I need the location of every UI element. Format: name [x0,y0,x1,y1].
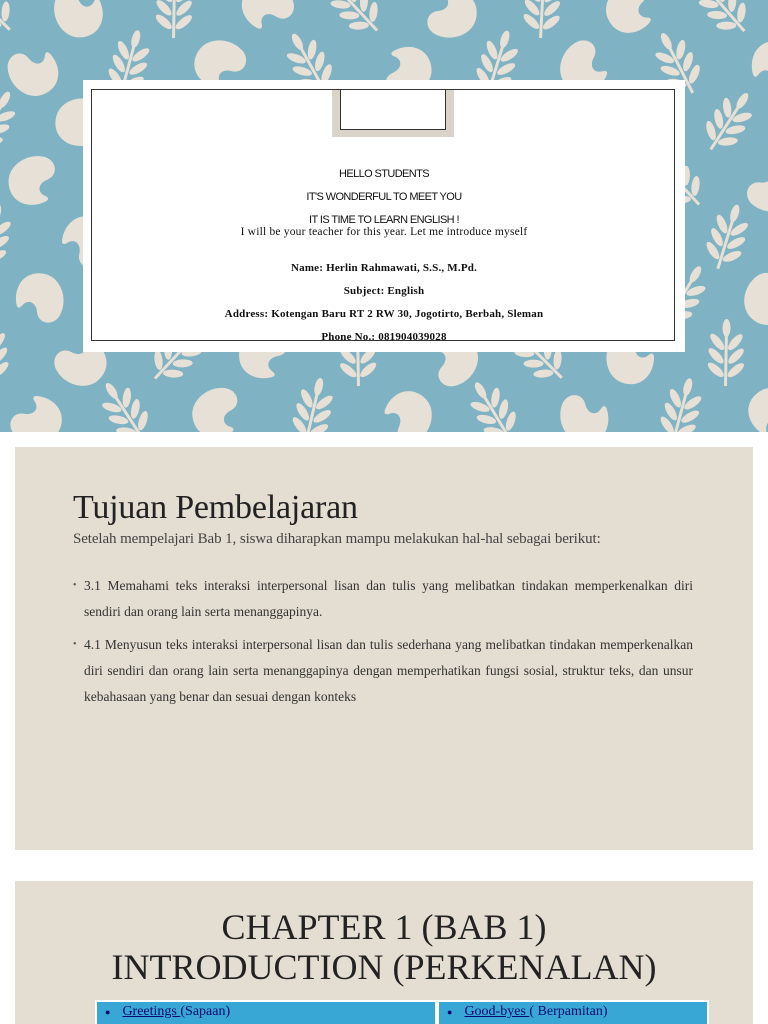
paisley-motif [556,388,614,432]
leaf-motif [653,373,709,432]
paisley-motif [48,0,109,44]
leaf-motif [694,82,764,160]
greeting-line-2: IT'S WONDERFUL TO MEET YOU [306,191,462,203]
bullet-icon: ● [105,1007,111,1017]
paisley-motif [425,0,479,40]
paisley-motif [8,392,66,432]
leaf-motif [286,373,340,432]
leaf-motif [0,82,27,160]
chapter-slide [15,881,753,1024]
teacher-address: Address: Kotengan Baru RT 2 RW 30, Jogotirto, Berbah, Sleman [224,308,544,320]
chapter-title [15,907,753,987]
intro-slide [0,0,768,432]
leaf-motif [90,372,160,432]
paisley-motif [745,161,768,214]
leaf-motif [0,199,18,273]
paisley-motif [736,267,768,332]
objective-item-2 [73,632,693,710]
objectives-subtitle: Setelah mempelajari Bab 1, siswa diharapkan mampu melakukan hal-hal sebagai berikut: [73,531,601,547]
title-tab [340,90,446,130]
bullet-icon: ● [447,1007,453,1017]
leaf-motif [698,199,756,275]
greeting-line-1: HELLO STUDENTS [338,168,429,180]
leaf-motif [705,319,747,387]
leaf-motif [520,0,564,39]
leaf-motif [153,0,195,38]
objective-item-1 [73,573,693,625]
paisley-motif [748,38,768,95]
leaf-motif [0,0,24,44]
greetings-translation: (Sapaan) [180,1004,231,1019]
greeting-line-3: IT IS TIME TO LEARN ENGLISH ! [309,214,459,226]
good-byes-link[interactable]: Good-byes [464,1004,530,1019]
paisley-motif [739,378,768,432]
intro-card [83,80,685,352]
teacher-phone: Phone No.: 081904039028 [321,331,447,343]
chapter-title-line-1: CHAPTER 1 (BAB 1) [221,907,547,947]
paisley-motif [233,0,301,40]
intro-sentence: I will be your teacher for this year. Let me introduce myself [240,226,528,238]
learning-objectives-slide [15,447,753,850]
paisley-motif [1,150,65,212]
good-byes-translation: ( Berpamitan) [529,1004,608,1019]
greetings-link[interactable]: Greetings [122,1004,181,1019]
paisley-motif [596,0,665,43]
leaf-motif [459,372,528,432]
objective-text-2: 4.1 Menyusun teks interaksi interpersonal lisan dan tulis sederhana yang melibatkan tindakan memperkenalkan diri sendiri dan orang lain serta menanggapinya dengan memperhatikan fungsi sosial, struktur teks, dan unsur kebahasaan yang benar dan sesuai dengan konteks [84,637,693,704]
bullet-icon: • [73,639,77,650]
objectives-title: Tujuan Pembelajaran [73,489,358,526]
chapter-title-line-2: INTRODUCTION (PERKENALAN) [111,947,657,987]
paisley-motif [184,381,250,432]
teacher-name: Name: Herlin Rahmawati, S.S., M.Pd. [290,262,478,274]
leaf-motif [0,318,12,387]
objective-text-1: 3.1 Memahami teks interaksi interpersonal lisan dan tulis yang melibatkan tindakan memperkenalkan diri sendiri dan orang lain serta menanggapinya. [84,578,693,619]
paisley-motif [0,37,68,106]
intro-card-frame [91,89,675,341]
paisley-motif [14,271,66,325]
topic-cell-good-byes [439,1002,707,1024]
topics-table [95,1000,709,1024]
bullet-icon: • [73,580,77,591]
leaf-motif [685,0,759,44]
paisley-motif [376,384,440,432]
topic-cell-greetings [97,1002,435,1024]
leaf-motif [317,0,392,44]
teacher-subject: Subject: English [343,285,425,297]
